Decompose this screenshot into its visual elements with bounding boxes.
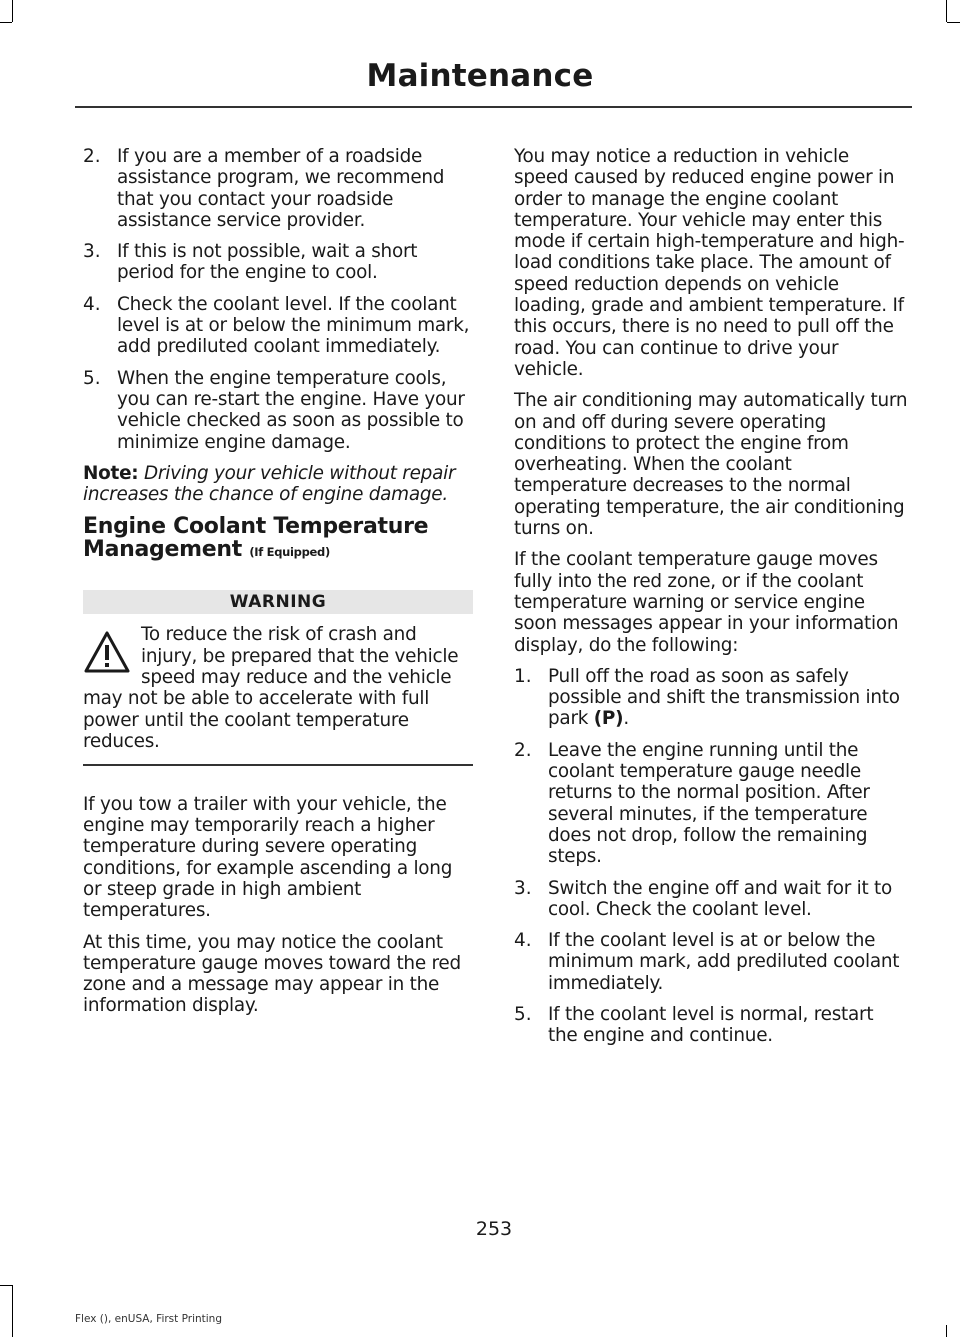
warning-box xyxy=(83,590,473,765)
list-item xyxy=(83,146,473,231)
heading-line-2: Management xyxy=(83,537,242,563)
list-item xyxy=(83,294,473,358)
park-symbol: (P) xyxy=(593,708,624,730)
right-column xyxy=(514,146,908,1057)
list-text: If this is not possible, wait a short period for the engine to cool. xyxy=(117,241,418,284)
body-paragraph: If the coolant temperature gauge moves fully into the red zone, or if the coolant temperature warning or service engine soon messages appear in your information display, do the following: xyxy=(514,549,899,656)
warning-title: WARNING xyxy=(83,590,473,614)
page-title: Maintenance xyxy=(366,58,594,94)
list-number: 5. xyxy=(83,367,101,389)
crop-mark xyxy=(0,22,12,23)
body-paragraph: You may notice a reduction in vehicle speed caused by reduced engine power in order to manage the engine coolant temperature. Your vehicle may enter this mode if certain high-temperature and high-load conditions take place. The amount of speed reduction depends on vehicle loading, grade and ambient temperature. If this occurs, there is no need to pull off the road. You can continue to drive your vehicle. xyxy=(514,146,905,380)
heading-suffix: (If Equipped) xyxy=(249,545,330,560)
crop-mark xyxy=(947,22,960,23)
warning-divider xyxy=(83,764,473,766)
list-text: When the engine temperature cools, you can re-start the engine. Have your vehicle checked as soon as possible to minimize engine damage. xyxy=(117,367,465,453)
list-text: If the coolant level is normal, restart the engine and continue. xyxy=(548,1003,874,1047)
warning-triangle-icon xyxy=(83,630,131,674)
body-paragraph: If you tow a trailer with your vehicle, the engine may temporarily reach a higher temperature during severe operating conditions, for example ascending a long or steep grade in high ambient temperatures. xyxy=(83,793,453,922)
list-number: 4. xyxy=(83,293,101,315)
steps-list xyxy=(514,666,908,1047)
list-item xyxy=(83,368,473,453)
steps-list xyxy=(83,146,473,453)
body-paragraph: The air conditioning may automatically turn on and off during severe operating conditions to protect the engine from overheating. When the coolant temperature decreases to the normal operating temperature, the air conditioning turns on. xyxy=(514,390,908,540)
list-number: 2. xyxy=(514,739,532,761)
note-label: Note: xyxy=(83,462,139,484)
list-number: 5. xyxy=(514,1003,532,1025)
crop-mark xyxy=(946,0,947,22)
list-item xyxy=(514,1004,908,1047)
list-number: 2. xyxy=(83,146,101,167)
list-item xyxy=(514,930,908,994)
list-text-end: . xyxy=(623,708,629,730)
crop-mark xyxy=(12,1285,13,1337)
list-text: If the coolant level is at or below the minimum mark, add prediluted coolant immediately. xyxy=(548,930,900,994)
note-paragraph xyxy=(83,463,473,506)
crop-mark xyxy=(0,1285,12,1286)
list-number: 3. xyxy=(83,241,101,263)
list-item xyxy=(514,740,908,868)
list-text-part: Pull off the road as soon as safely possible and shift the transmission into park xyxy=(548,665,900,730)
warning-text: To reduce the risk of crash and injury, be prepared that the vehicle speed may reduce and the vehicle may not be able to accelerate with full power until the coolant temperature reduces. xyxy=(83,624,459,752)
list-text: Check the coolant level. If the coolant level is at or below the minimum mark, add prediluted coolant immediately. xyxy=(117,293,470,358)
heading-line-1: Engine Coolant Temperature xyxy=(83,514,429,540)
list-item xyxy=(514,878,908,921)
header-divider xyxy=(75,106,912,108)
list-item xyxy=(83,241,473,284)
body-paragraph: At this time, you may notice the coolant temperature gauge moves toward the red zone and a message may appear in the information display. xyxy=(83,931,461,1017)
list-text: Leave the engine running until the coolant temperature gauge needle returns to the normal position. After several minutes, if the temperature does not drop, follow the remaining steps. xyxy=(548,739,870,868)
footer-text: Flex (), enUSA, First Printing xyxy=(75,1313,222,1325)
list-item xyxy=(514,666,908,730)
list-number: 3. xyxy=(514,877,532,899)
note-text: Driving your vehicle without repair increases the chance of engine damage. xyxy=(83,462,456,506)
crop-mark xyxy=(946,1325,947,1337)
warning-body xyxy=(83,624,473,752)
page-number: 253 xyxy=(475,1218,513,1240)
crop-mark xyxy=(12,0,13,22)
list-text: Switch the engine off and wait for it to cool. Check the coolant level. xyxy=(548,877,892,920)
list-number: 1. xyxy=(514,665,532,687)
list-number: 4. xyxy=(514,930,532,952)
list-text: If you are a member of a roadside assistance program, we recommend that you contact your roadside assistance service provider. xyxy=(117,146,445,231)
left-column xyxy=(83,146,473,1027)
section-heading xyxy=(83,515,473,564)
list-text xyxy=(548,666,900,730)
